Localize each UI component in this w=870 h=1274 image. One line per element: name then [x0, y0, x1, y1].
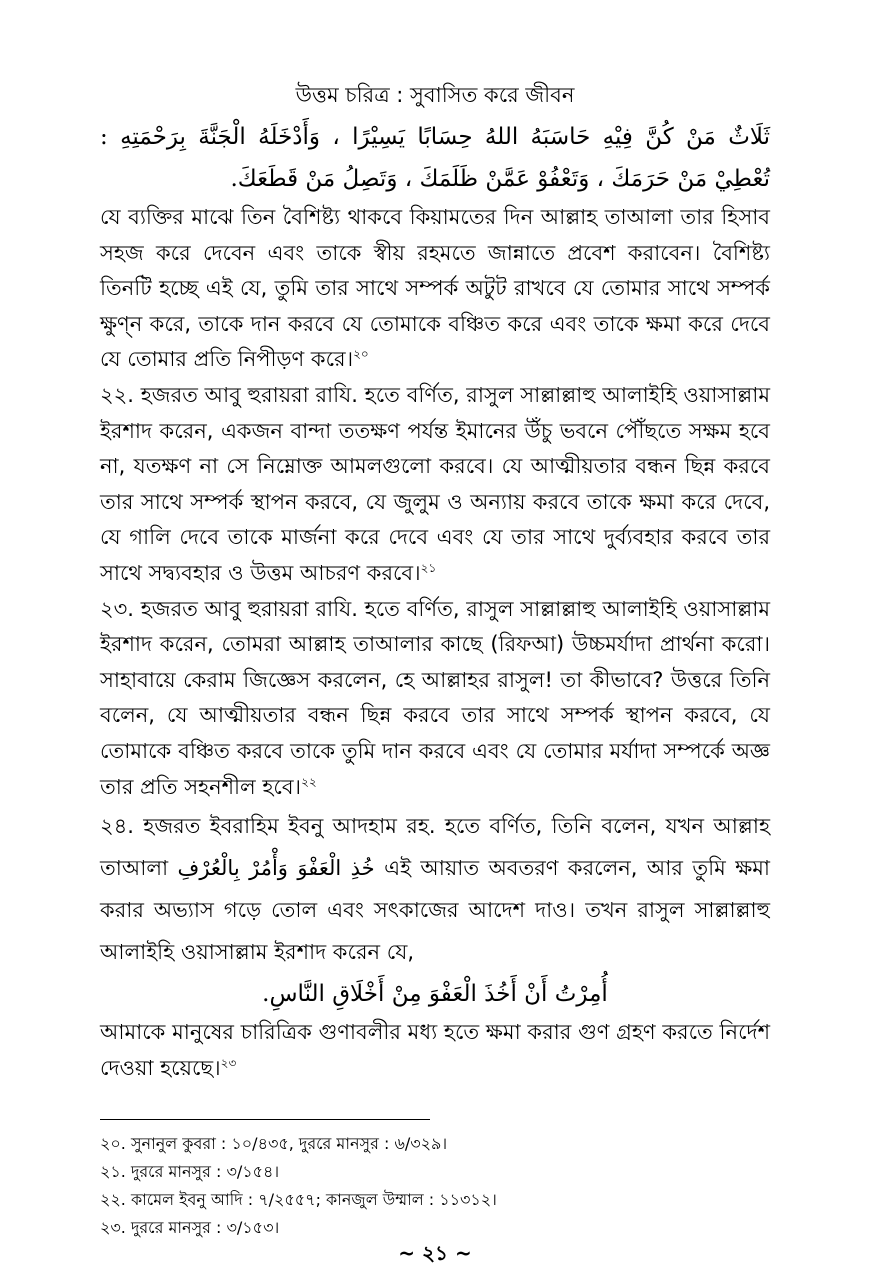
paragraph-24-text-after: এই আয়াত অবতরণ করলেন, আর তুমি ক্ষমা করার অভ্যাস গড়ে তোল এবং সৎকাজের আদেশ দাও। তখন রাসুল সাল্লাল্লাহু আলাইহি ওয়াসাল্লাম ইরশাদ করেন যে,: [100, 856, 770, 965]
paragraph-22-text: ২২. হজরত আবু হুরায়রা রাযি. হতে বর্ণিত, রাসুল সাল্লাল্লাহু আলাইহি ওয়াসাল্লাম ইরশাদ করেন, একজন বান্দা ততক্ষণ পর্যন্ত ইমানের উঁচু ভবনে পৌঁছতে সক্ষম হবে না, যতক্ষণ না সে নিম্নোক্ত আমলগুলো করবে। যে আত্মীয়তার বন্ধন ছিন্ন করবে তার সাথে সম্পর্ক স্থাপন করবে, যে জুলুম ও অন্যায় করবে তাকে ক্ষমা করে দেবে, যে গালি দেবে তাকে মার্জনা করে দেবে এবং যে তার সাথে দুর্ব্যবহার করবে তার সাথে সদ্ব্যবহার ও উত্তম আচরণ করবে।: [100, 382, 770, 585]
footnote-23: ২৩. দুররে মানসুর : ৩/১৫৩।: [100, 1218, 280, 1237]
footnote-ref-20: ২০: [353, 347, 369, 362]
footnote-ref-22: ২২: [301, 774, 317, 789]
paragraph-22: [100, 378, 770, 592]
paragraph-23: [100, 592, 770, 806]
footnote-ref-21: ২১: [420, 560, 437, 575]
footnote-21: ২১. দুররে মানসুর : ৩/১৫৪।: [100, 1162, 280, 1181]
footnote-22: ২২. কামেল ইবনু আদি : ৭/২৫৫৭; কানজুল উম্মাল : ১১৩১২।: [100, 1190, 497, 1209]
footnote-divider: [100, 1119, 430, 1120]
running-head: উত্তম চরিত্র : সুবাসিত করে জীবন: [295, 83, 575, 107]
footnote-20: ২০. সুনানুল কুবরা : ১০/৪৩৫, দুররে মানসুর : ৬/৩২৯।: [100, 1134, 448, 1153]
footnote-ref-23: ২৩: [220, 1055, 237, 1070]
paragraph-24-text-before: ২৪. হজরত ইবরাহিম ইবনু আদহাম রহ. হতে বর্ণিত, তিনি বলেন, যখন আল্লাহ তাআলা: [100, 814, 770, 881]
page-number: ~ ২১ ~: [398, 1241, 472, 1265]
paragraph-24: [100, 805, 770, 973]
paragraph-last: [100, 1015, 770, 1086]
paragraph-1: [100, 200, 770, 378]
paragraph-24-arabic-verse: خُذِ الْعَفْوَ وَأْمُرْ بِالْعُرْفِ: [177, 856, 375, 881]
footnotes: [100, 1130, 770, 1242]
paragraph-23-text: ২৩. হজরত আবু হুরায়রা রাযি. হতে বর্ণিত, রাসুল সাল্লাল্লাহু আলাইহি ওয়াসাল্লাম ইরশাদ করেন, তোমরা আল্লাহ তাআলার কাছে (রিফআ) উচ্চমর্যাদা প্রার্থনা করো। সাহাবায়ে কেরাম জিজ্ঞেস করলেন, হে আল্লাহর রাসুল! তা কীভাবে? উত্তরে তিনি বলেন, যে আত্মীয়তার বন্ধন ছিন্ন করবে তার সাথে সম্পর্ক স্থাপন করবে, যে তোমাকে বঞ্চিত করবে তাকে তুমি দান করবে এবং যে তোমার মর্যাদা সম্পর্কে অজ্ঞ তার প্রতি সহনশীল হবে।: [100, 596, 770, 799]
paragraph-last-text: আমাকে মানুষের চারিত্রিক গুণাবলীর মধ্য হতে ক্ষমা করার গুণ গ্রহণ করতে নির্দেশ দেওয়া হয়েছে।: [100, 1020, 770, 1080]
arabic-hadith-1: ثَلَاثٌ مَنْ كُنَّ فِيْهِ حَاسَبَهُ اللهُ حِسَابًا يَسِيْرًا ، وَأَدْخَلَهُ الْجَنَّةَ بِرَحْمَتِهِ : تُعْطِيْ مَنْ حَرَمَكَ ، وَتَعْفُوْ عَمَّنْ ظَلَمَكَ ، وَتَصِلُ مَنْ قَطَعَكَ.: [100, 124, 770, 192]
paragraph-1-text: যে ব্যক্তির মাঝে তিন বৈশিষ্ট্য থাকবে কিয়ামতের দিন আল্লাহ তাআলা তার হিসাব সহজ করে দেবেন এবং তাকে স্বীয় রহমতে জান্নাতে প্রবেশ করাবেন। বৈশিষ্ট্য তিনটি হচ্ছে এই যে, তুমি তার সাথে সম্পর্ক অটুট রাখবে যে তোমার সাথে সম্পর্ক ক্ষুণ্ন করে, তাকে দান করবে যে তোমাকে বঞ্চিত করে এবং তাকে ক্ষমা করে দেবে যে তোমার প্রতি নিপীড়ণ করে।: [100, 205, 770, 372]
page-body: [100, 80, 770, 1086]
arabic-hadith-2: أُمِرْتُ أَنْ أَخُذَ الْعَفْوَ مِنْ أَخْلَاقِ النَّاسِ.: [262, 981, 608, 1008]
